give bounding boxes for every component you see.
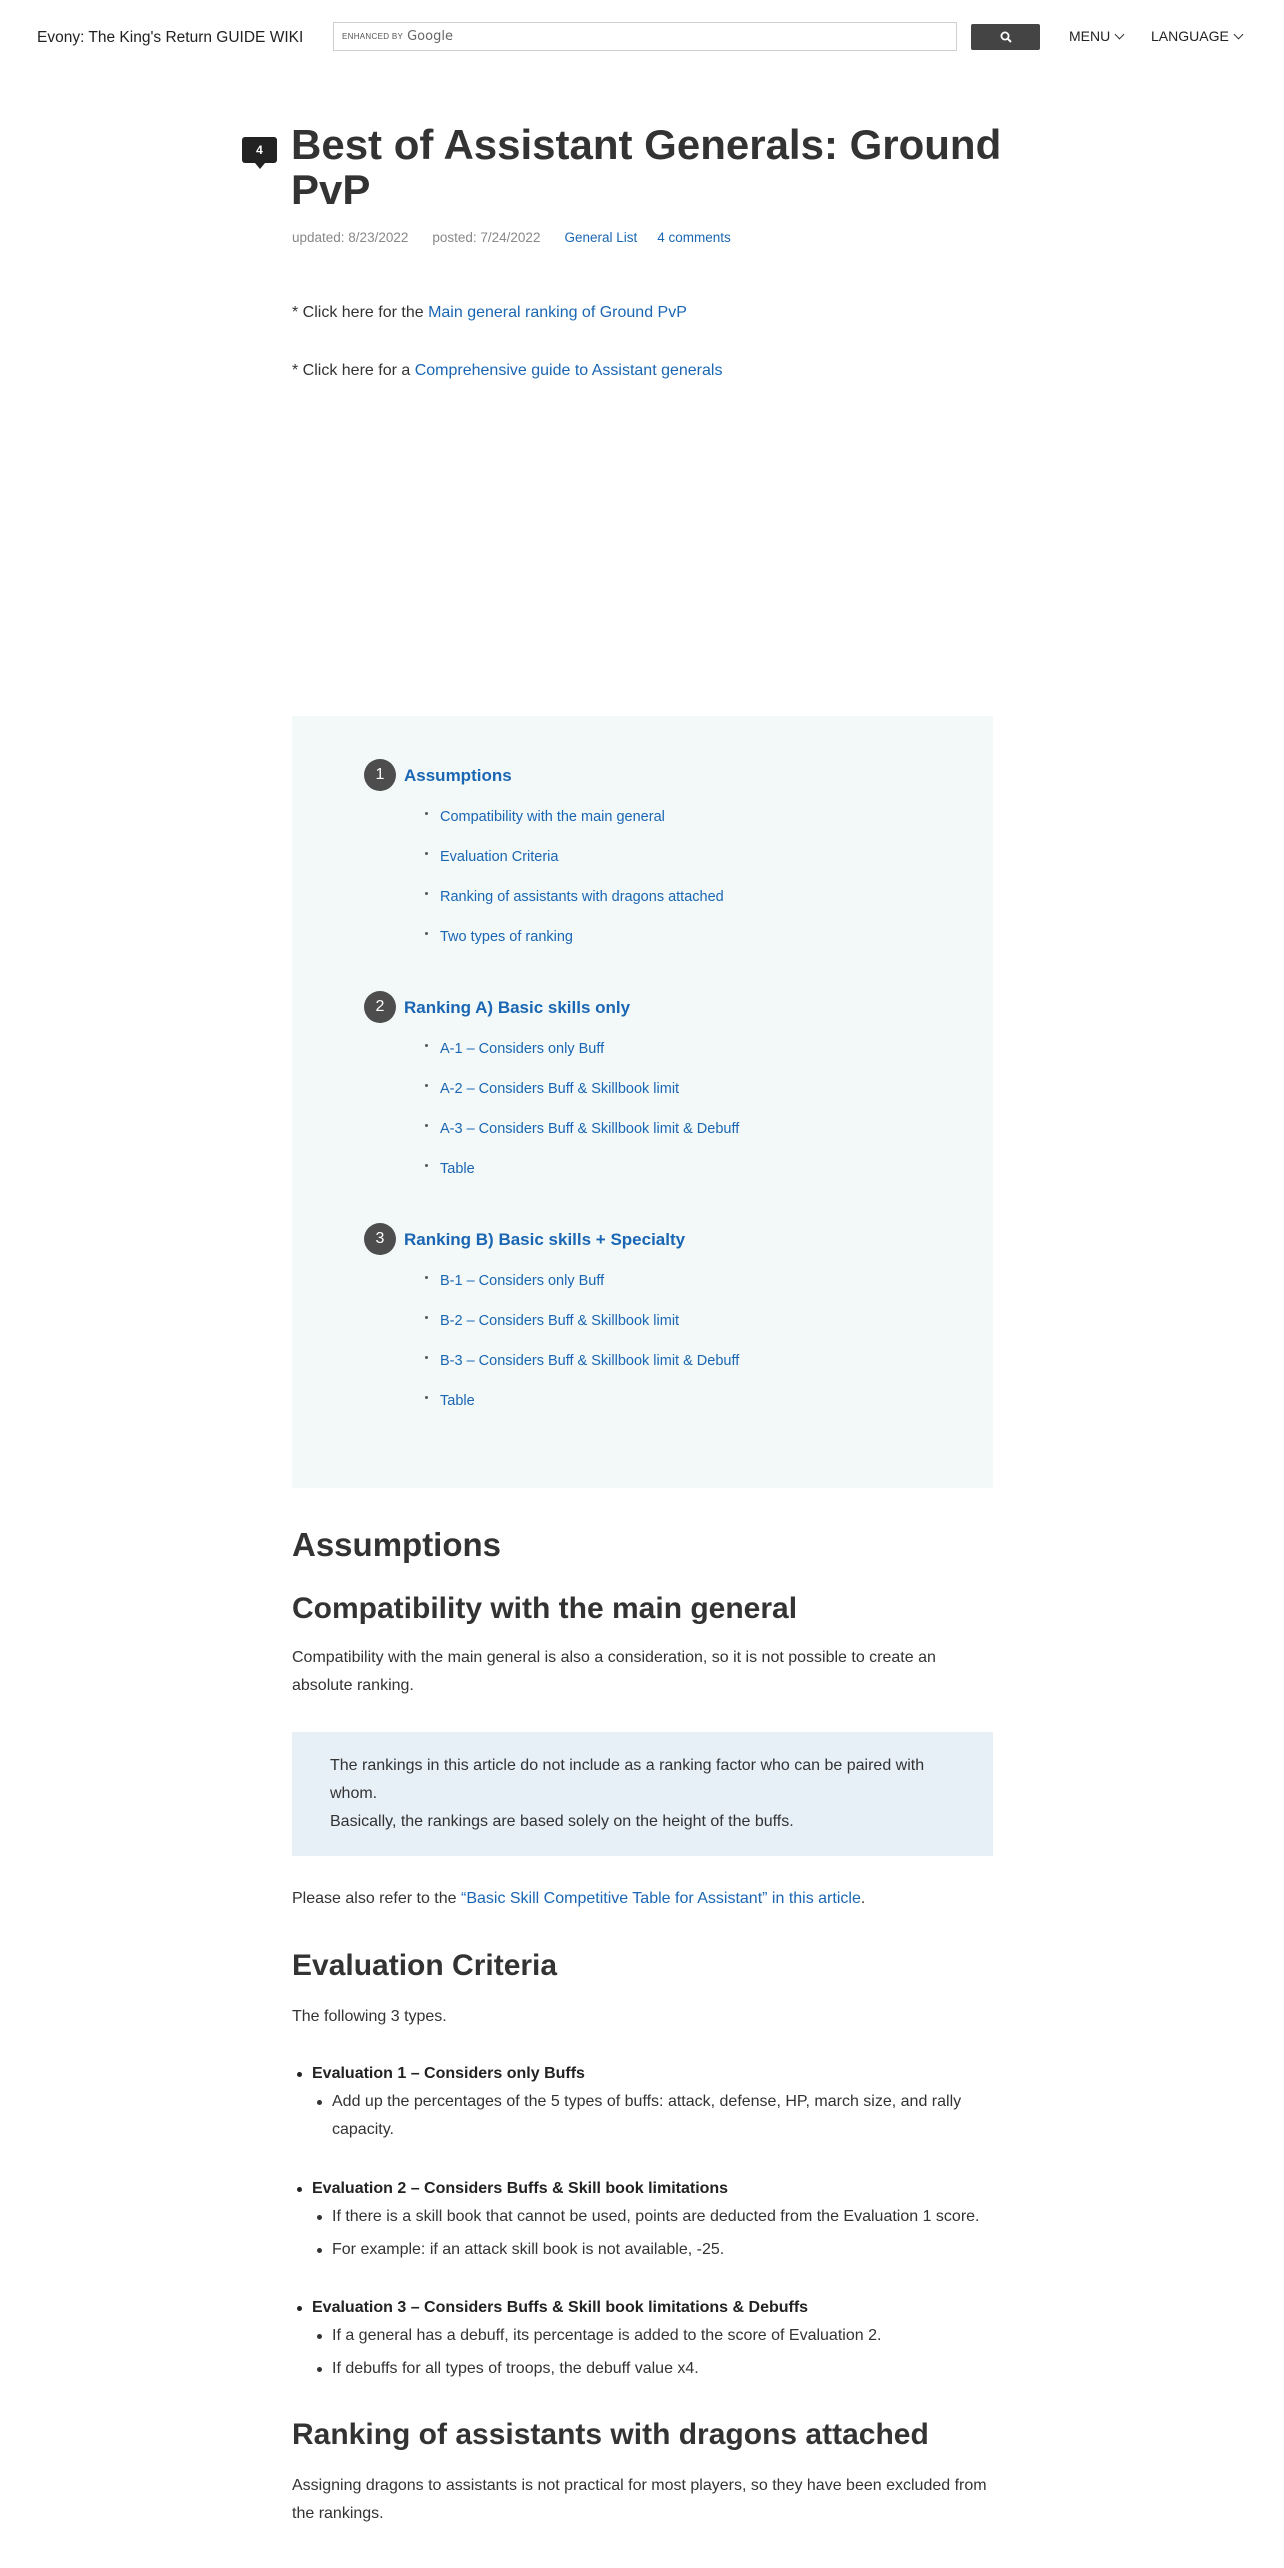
toc-item-link[interactable]: Table: [440, 1393, 475, 1409]
main-ranking-link[interactable]: Main general ranking of Ground PvP: [428, 304, 687, 321]
page-title: Best of Assistant Generals: Ground PvP: [291, 121, 1002, 213]
toc-item-link[interactable]: B-1 – Considers only Buff: [440, 1273, 605, 1289]
toc-heading-link[interactable]: Ranking B) Basic skills + Specialty: [404, 1230, 686, 1249]
chevron-down-icon: [1115, 29, 1125, 39]
toc-heading-link[interactable]: Ranking A) Basic skills only: [404, 998, 631, 1017]
heading-assumptions: Assumptions: [292, 1526, 502, 1563]
competitive-table-link[interactable]: “Basic Skill Competitive Table for Assistant” in this article: [460, 1890, 861, 1907]
menu-dropdown[interactable]: [1069, 28, 1123, 44]
search-enhanced-label: ENHANCED BY: [342, 32, 404, 41]
toc-item-link[interactable]: A-2 – Considers Buff & Skillbook limit: [440, 1081, 680, 1097]
comments-link[interactable]: 4 comments: [657, 230, 731, 245]
google-logo: Google: [407, 29, 453, 44]
toc-number: 3: [364, 1223, 396, 1255]
comment-count-badge[interactable]: 4: [242, 137, 277, 163]
heading-dragons: Ranking of assistants with dragons attached: [292, 2418, 929, 2451]
toc-item-link[interactable]: A-3 – Considers Buff & Skillbook limit & Debuff: [440, 1121, 740, 1137]
updated-date: updated: 8/23/2022: [292, 230, 409, 245]
toc-item-link[interactable]: Ranking of assistants with dragons attached: [440, 889, 724, 905]
eval2-item: For example: if an attack skill book is not available, -25.: [332, 2236, 992, 2264]
heading-evaluation: Evaluation Criteria: [292, 1949, 558, 1982]
toc-number: 1: [364, 759, 396, 791]
click-prefix: * Click here for the: [292, 304, 429, 321]
post-meta: [292, 230, 751, 245]
eval1-item: Add up the percentages of the 5 types of buffs: attack, defense, HP, march size, and rally capacity.: [332, 2088, 992, 2144]
toc-item-link[interactable]: Evaluation Criteria: [440, 849, 559, 865]
eval2-title: Evaluation 2 – Considers Buffs & Skill book limitations: [312, 2180, 729, 2197]
eval2-item: If there is a skill book that cannot be used, points are deducted from the Evaluation 1 score.: [332, 2203, 992, 2231]
eval1-title: Evaluation 1 – Considers only Buffs: [312, 2065, 585, 2082]
table-of-contents: [292, 716, 993, 1488]
refer-suffix: .: [860, 1890, 866, 1907]
paragraph-compatibility: Compatibility with the main general is also a consideration, so it is not possible to create an absolute ranking.: [292, 1649, 936, 1694]
paragraph-refer: [292, 1885, 992, 1913]
assistant-guide-note: [292, 362, 722, 380]
language-dropdown[interactable]: [1151, 28, 1242, 44]
main-ranking-note: [292, 304, 687, 322]
chevron-down-icon: [1233, 29, 1243, 39]
toc-item-link[interactable]: Table: [440, 1161, 475, 1177]
posted-date: posted: 7/24/2022: [432, 230, 541, 245]
category-link[interactable]: General List: [564, 230, 638, 245]
paragraph-dragons: Assigning dragons to assistants is not practical for most players, so they have been excluded from the rankings.: [292, 2477, 987, 2522]
info-box: [292, 1732, 993, 1856]
toc-item-link[interactable]: Compatibility with the main general: [440, 809, 665, 825]
assistant-guide-link[interactable]: Comprehensive guide to Assistant generals: [414, 362, 723, 379]
search-input[interactable]: [333, 22, 957, 51]
toc-item-link[interactable]: Two types of ranking: [440, 929, 573, 945]
search-icon: [1000, 31, 1012, 43]
click-prefix: * Click here for a: [292, 362, 415, 379]
toc-number: 2: [364, 991, 396, 1023]
toc-heading-link[interactable]: Assumptions: [404, 766, 512, 785]
menu-label: MENU: [1069, 28, 1111, 44]
site-title-link[interactable]: Evony: The King's Return GUIDE WIKI: [37, 29, 304, 46]
toc-item-link[interactable]: A-1 – Considers only Buff: [440, 1041, 605, 1057]
eval3-item: If a general has a debuff, its percentage is added to the score of Evaluation 2.: [332, 2322, 992, 2350]
eval3-item: If debuffs for all types of troops, the debuff value x4.: [332, 2355, 992, 2383]
site-header: [0, 0, 1284, 72]
refer-prefix: Please also refer to the: [292, 1890, 461, 1907]
paragraph-evaluation: The following 3 types.: [292, 2008, 447, 2025]
eval3-title: Evaluation 3 – Considers Buffs & Skill book limitations & Debuffs: [312, 2299, 809, 2316]
toc-item-link[interactable]: B-3 – Considers Buff & Skillbook limit & Debuff: [440, 1353, 740, 1369]
info-line: Basically, the rankings are based solely on the height of the buffs.: [330, 1813, 794, 1830]
language-label: LANGUAGE: [1151, 28, 1229, 44]
search-button[interactable]: [971, 24, 1040, 50]
info-line: The rankings in this article do not include as a ranking factor who can be paired with whom.: [330, 1757, 925, 1802]
toc-item-link[interactable]: B-2 – Considers Buff & Skillbook limit: [440, 1313, 680, 1329]
heading-compatibility: Compatibility with the main general: [292, 1592, 798, 1625]
